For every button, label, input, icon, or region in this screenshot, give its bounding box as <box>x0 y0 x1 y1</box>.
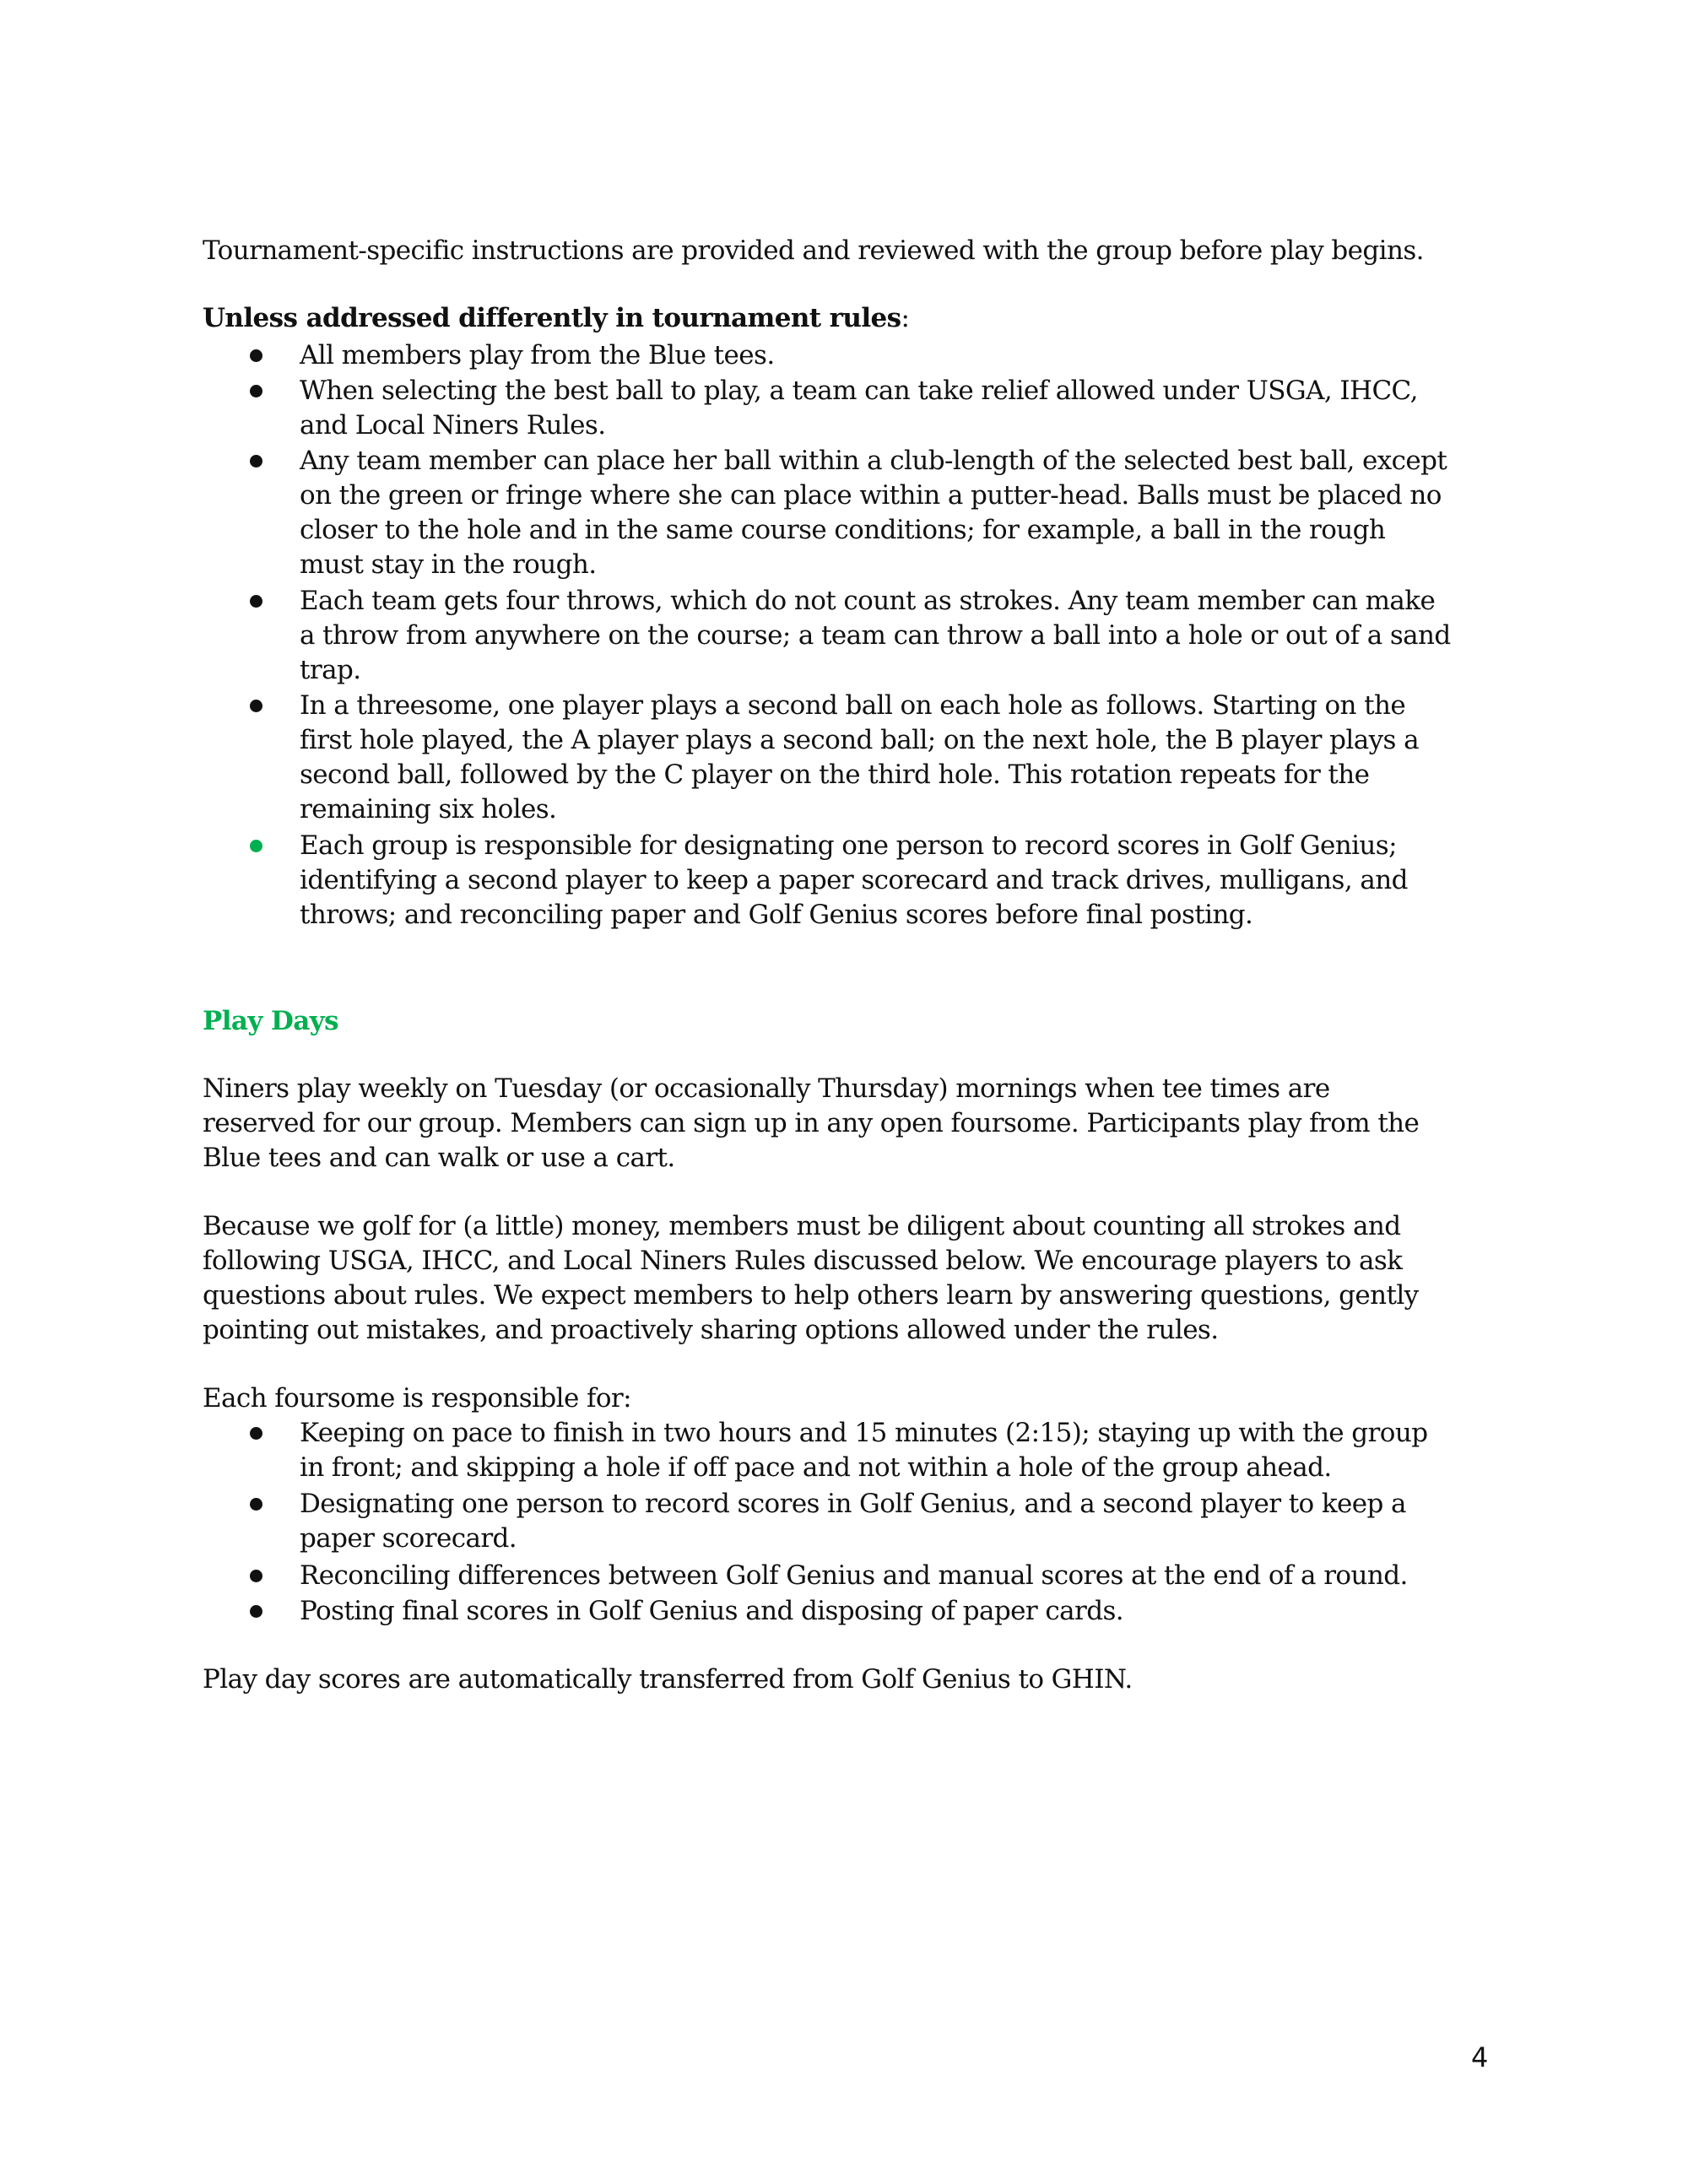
rule-item-2-line-1: When selecting the best ball to play, a team can take relief allowed under USGA, IHCC, <box>300 376 1418 406</box>
rules-heading-bold: Unless addressed differently in tournament rules <box>203 303 901 333</box>
rule-item-4-line-3: trap. <box>300 655 361 685</box>
play-days-para2-line-1: Because we golf for (a little) money, members must be diligent about counting all strokes and <box>203 1211 1401 1241</box>
rule-item-4-line-1: Each team gets four throws, which do not count as strokes. Any team member can make <box>300 586 1436 616</box>
rules-heading <box>203 301 909 335</box>
play-days-para1-line-3: Blue tees and can walk or use a cart. <box>203 1143 675 1173</box>
play-days-para2-line-3: questions about rules. We expect members to help others learn by answering questions, gently <box>203 1280 1419 1311</box>
play-days-para1-line-2: reserved for our group. Members can sign up in any open foursome. Participants play from the <box>203 1108 1420 1138</box>
rule-item-3-line-1: Any team member can place her ball within a club-length of the selected best ball, except <box>300 446 1447 476</box>
play-days-para2-line-4: pointing out mistakes, and proactively sharing options allowed under the rules. <box>203 1315 1219 1345</box>
rule-item-6-line-3: throws; and reconciling paper and Golf Genius scores before final posting. <box>300 900 1253 930</box>
foursome-item-1-line-1: Keeping on pace to finish in two hours and 15 minutes (2:15); staying up with the group <box>300 1418 1428 1448</box>
rule-item-3-line-4: must stay in the rough. <box>300 549 597 580</box>
foursome-intro: Each foursome is responsible for: <box>203 1383 631 1414</box>
play-days-para1-line-1: Niners play weekly on Tuesday (or occasionally Thursday) mornings when tee times are <box>203 1073 1330 1104</box>
play-days-para2-line-2: following USGA, IHCC, and Local Niners Rules discussed below. We encourage players to ask <box>203 1246 1403 1276</box>
bullet-icon <box>250 1498 262 1511</box>
rule-item-2-line-2: and Local Niners Rules. <box>300 410 606 441</box>
foursome-item-1-line-2: in front; and skipping a hole if off pace and not within a hole of the group ahead. <box>300 1452 1332 1483</box>
bullet-icon <box>250 595 262 608</box>
closing-paragraph: Play day scores are automatically transferred from Golf Genius to GHIN. <box>203 1664 1133 1695</box>
bullet-icon <box>250 455 262 468</box>
intro-paragraph: Tournament-specific instructions are provided and reviewed with the group before play begins. <box>203 235 1424 266</box>
rule-item-6-line-1: Each group is responsible for designating one person to record scores in Golf Genius; <box>300 830 1397 861</box>
rule-item-6-line-2: identifying a second player to keep a paper scorecard and track drives, mulligans, and <box>300 865 1408 895</box>
rule-item-5-line-1: In a threesome, one player plays a second ball on each hole as follows. Starting on the <box>300 690 1406 721</box>
rule-item-3-line-2: on the green or fringe where she can place within a putter-head. Balls must be placed no <box>300 480 1442 511</box>
foursome-item-3: Reconciling differences between Golf Genius and manual scores at the end of a round. <box>300 1560 1408 1591</box>
rule-item-5-line-3: second ball, followed by the C player on the third hole. This rotation repeats for the <box>300 760 1370 790</box>
page-number: 4 <box>1471 2041 1489 2073</box>
play-days-heading: Play Days <box>203 1006 339 1036</box>
foursome-item-2-line-1: Designating one person to record scores in Golf Genius, and a second player to keep a <box>300 1489 1406 1519</box>
rule-item-5-line-4: remaining six holes. <box>300 794 557 824</box>
bullet-icon <box>250 1427 262 1440</box>
rule-item-1: All members play from the Blue tees. <box>300 340 775 370</box>
bullet-icon <box>250 1605 262 1618</box>
foursome-item-4: Posting final scores in Golf Genius and disposing of paper cards. <box>300 1596 1124 1626</box>
bullet-icon <box>250 700 262 712</box>
green-bullet-icon <box>250 840 262 852</box>
bullet-icon <box>250 385 262 397</box>
rule-item-3-line-3: closer to the hole and in the same course conditions; for example, a ball in the rough <box>300 515 1386 545</box>
bullet-icon <box>250 1570 262 1582</box>
bullet-icon <box>250 349 262 362</box>
rule-item-5-line-2: first hole played, the A player plays a second ball; on the next hole, the B player plays a <box>300 725 1419 755</box>
rule-item-4-line-2: a throw from anywhere on the course; a team can throw a ball into a hole or out of a sand <box>300 620 1451 651</box>
rules-heading-colon: : <box>901 303 910 333</box>
foursome-item-2-line-2: paper scorecard. <box>300 1523 517 1554</box>
